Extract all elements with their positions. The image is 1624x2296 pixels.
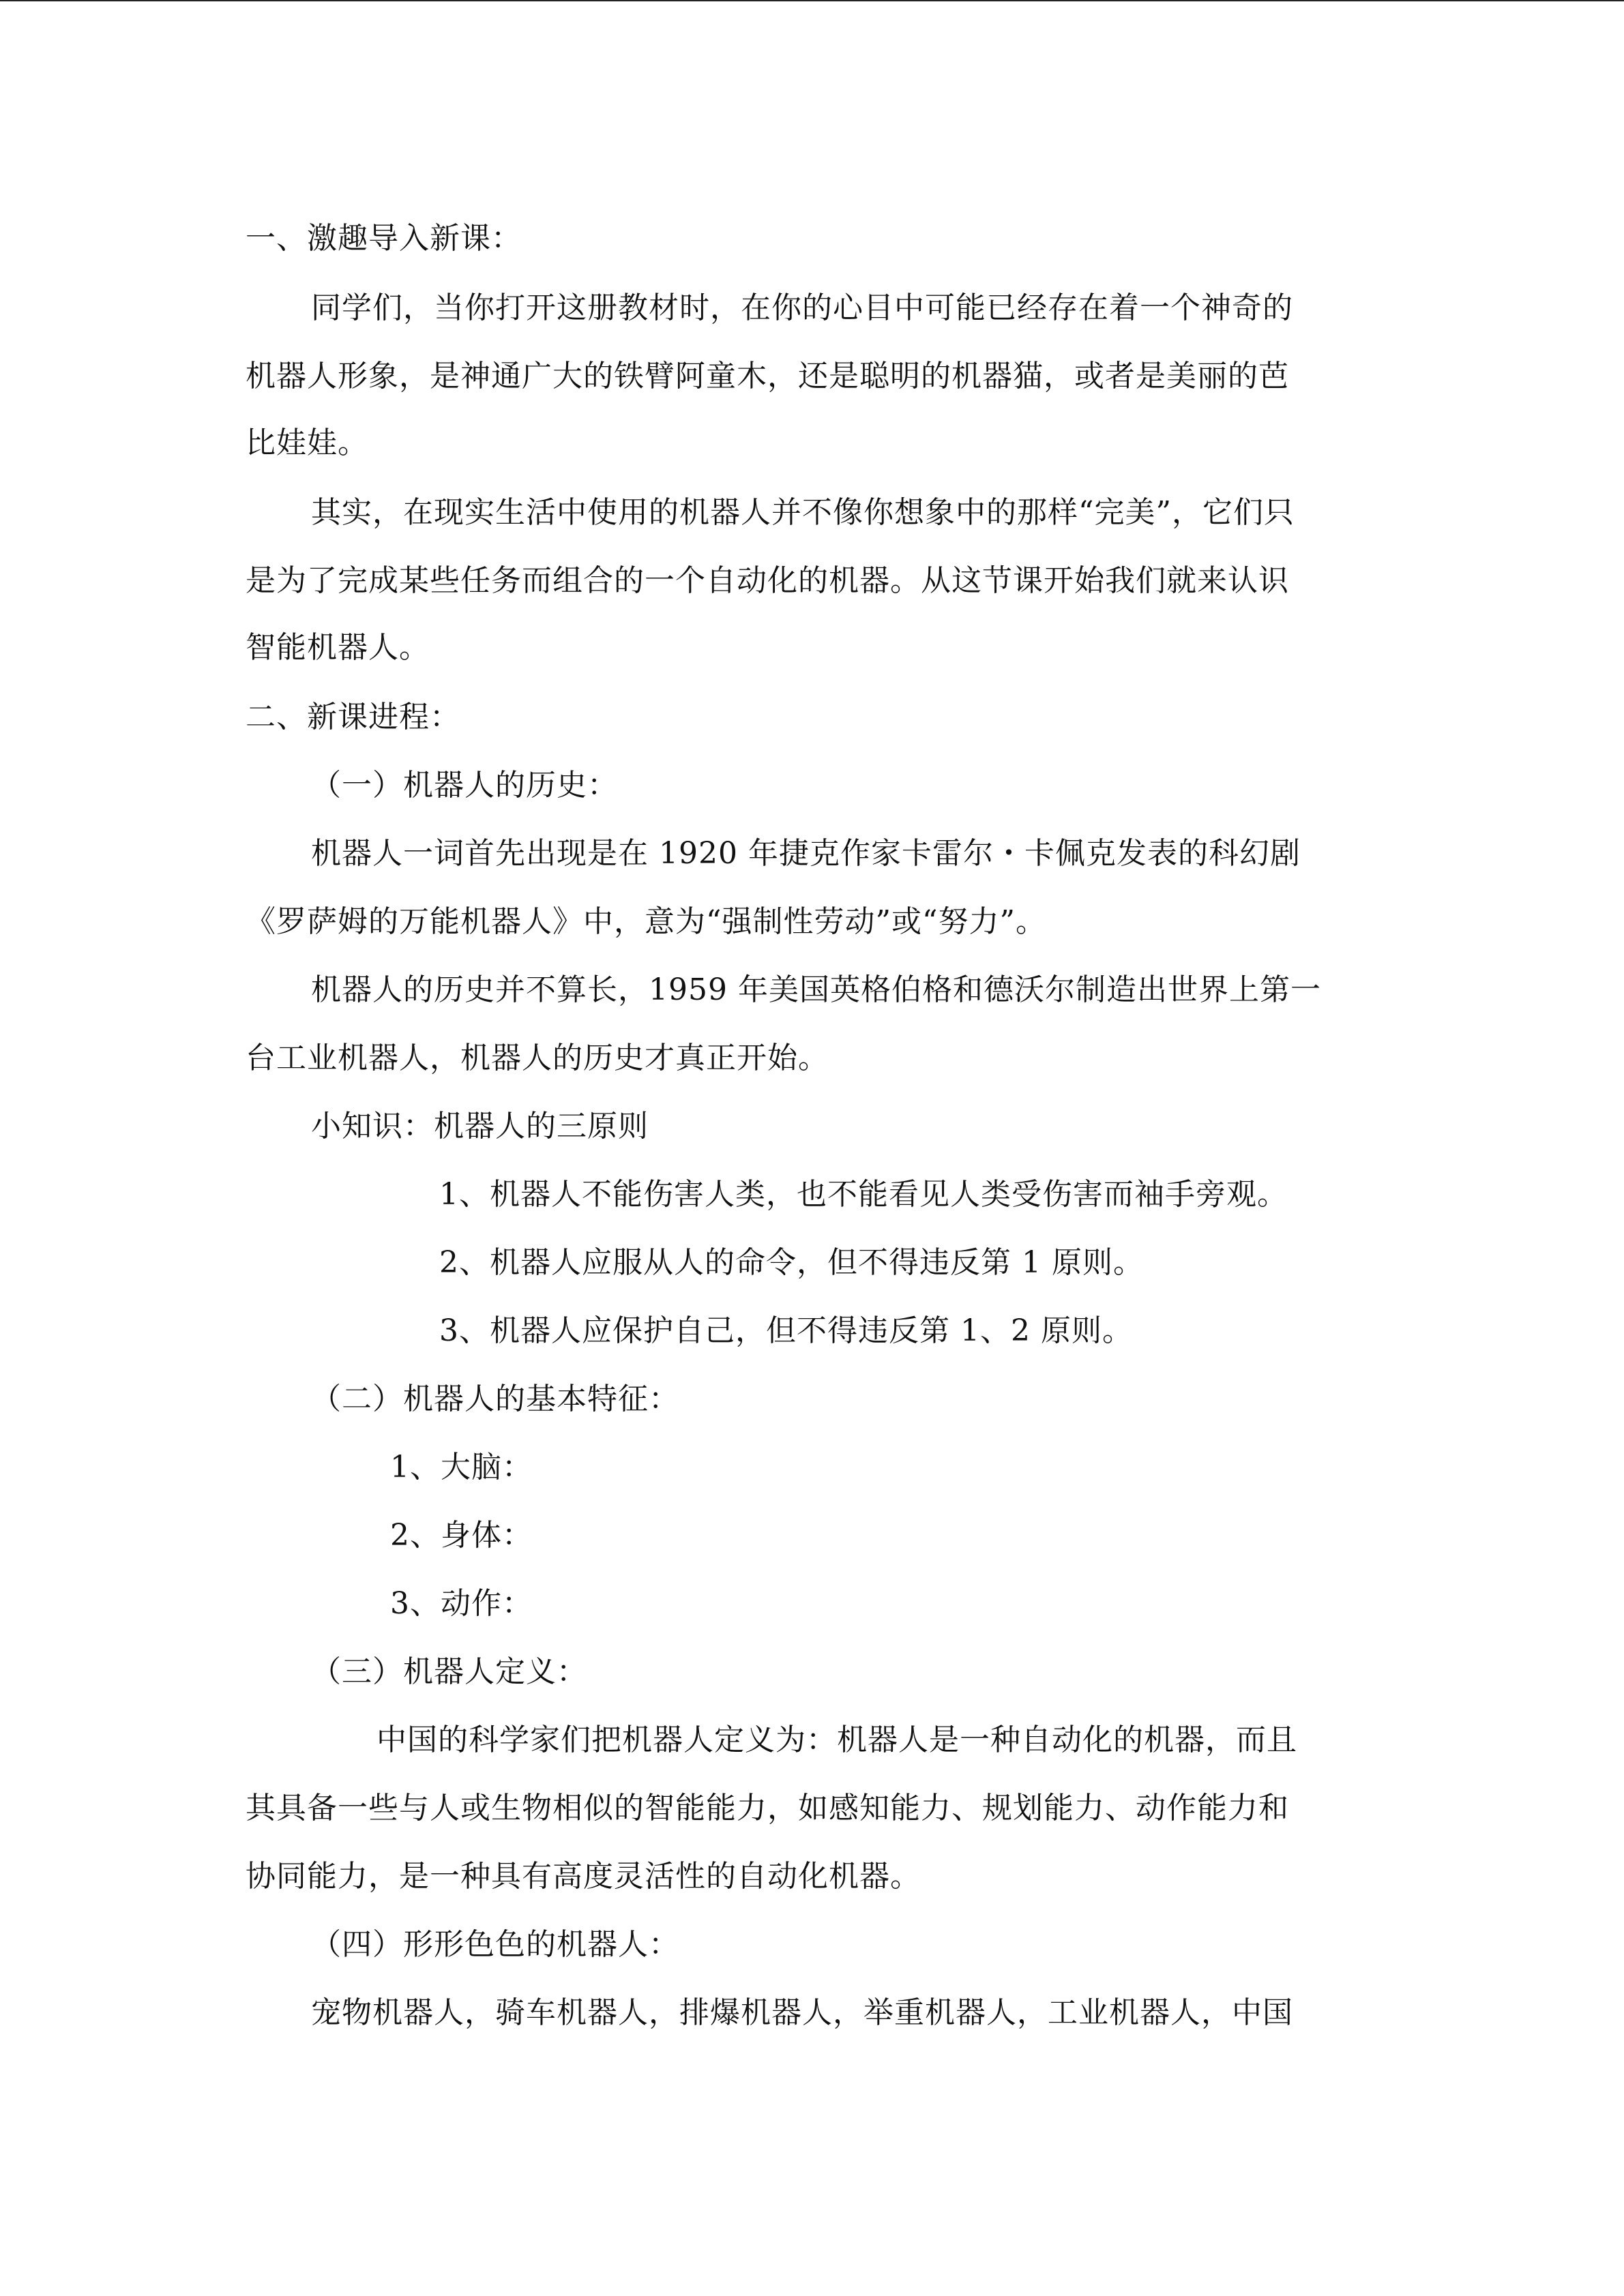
law-item: 1、机器人不能伤害人类，也不能看见人类受伤害而袖手旁观。 (439, 1177, 1288, 1212)
section1-para2-line3: 智能机器人。 (246, 630, 430, 665)
definition-line1: 中国的科学家们把机器人定义为：机器人是一种自动化的机器，而且 (377, 1723, 1297, 1757)
history-para1-line1: 机器人一词首先出现是在 1920 年捷克作家卡雷尔・卡佩克发表的科幻剧 (311, 836, 1301, 871)
history-para2-line2: 台工业机器人，机器人的历史才真正开始。 (246, 1041, 829, 1075)
history-heading: （一）机器人的历史： (311, 768, 618, 803)
history-para2-line1: 机器人的历史并不算长，1959 年美国英格伯格和德沃尔制造出世界上第一 (311, 972, 1321, 1007)
section1-para2-line2: 是为了完成某些任务而组合的一个自动化的机器。从这节课开始我们就来认识 (246, 563, 1289, 598)
varieties-heading: （四）形形色色的机器人： (311, 1927, 679, 1962)
definition-heading: （三）机器人定义： (311, 1654, 587, 1689)
section1-para1-line2: 机器人形象，是神通广大的铁臂阿童木，还是聪明的机器猫，或者是美丽的芭 (246, 359, 1289, 393)
feature-item: 3、动作： (390, 1586, 533, 1621)
law-item: 2、机器人应服从人的命令，但不得违反第 1 原则。 (439, 1245, 1144, 1280)
section1-para1-line3: 比娃娃。 (246, 426, 368, 460)
varieties-line1: 宠物机器人，骑车机器人，排爆机器人，举重机器人，工业机器人，中国 (311, 1995, 1293, 2030)
definition-line3: 协同能力，是一种具有高度灵活性的自动化机器。 (246, 1859, 921, 1894)
section2-heading: 二、新课进程： (246, 700, 460, 734)
feature-item: 1、大脑： (390, 1450, 533, 1485)
definition-line2: 其具备一些与人或生物相似的智能能力，如感知能力、规划能力、动作能力和 (246, 1791, 1289, 1825)
section1-para1-line1: 同学们，当你打开这册教材时，在你的心目中可能已经存在着一个神奇的 (311, 290, 1293, 325)
tip-title: 小知识：机器人的三原则 (311, 1109, 649, 1144)
section1-para2-line1: 其实，在现实生活中使用的机器人并不像你想象中的那样“完美”，它们只 (311, 495, 1295, 530)
feature-item: 2、身体： (390, 1518, 533, 1553)
section1-heading: 一、激趣导入新课： (246, 221, 522, 256)
features-heading: （二）机器人的基本特征： (311, 1382, 679, 1416)
history-para1-line2: 《罗萨姆的万能机器人》中，意为“强制性劳动”或“努力”。 (246, 904, 1046, 939)
law-item: 3、机器人应保护自己，但不得违反第 1、2 原则。 (439, 1313, 1133, 1348)
